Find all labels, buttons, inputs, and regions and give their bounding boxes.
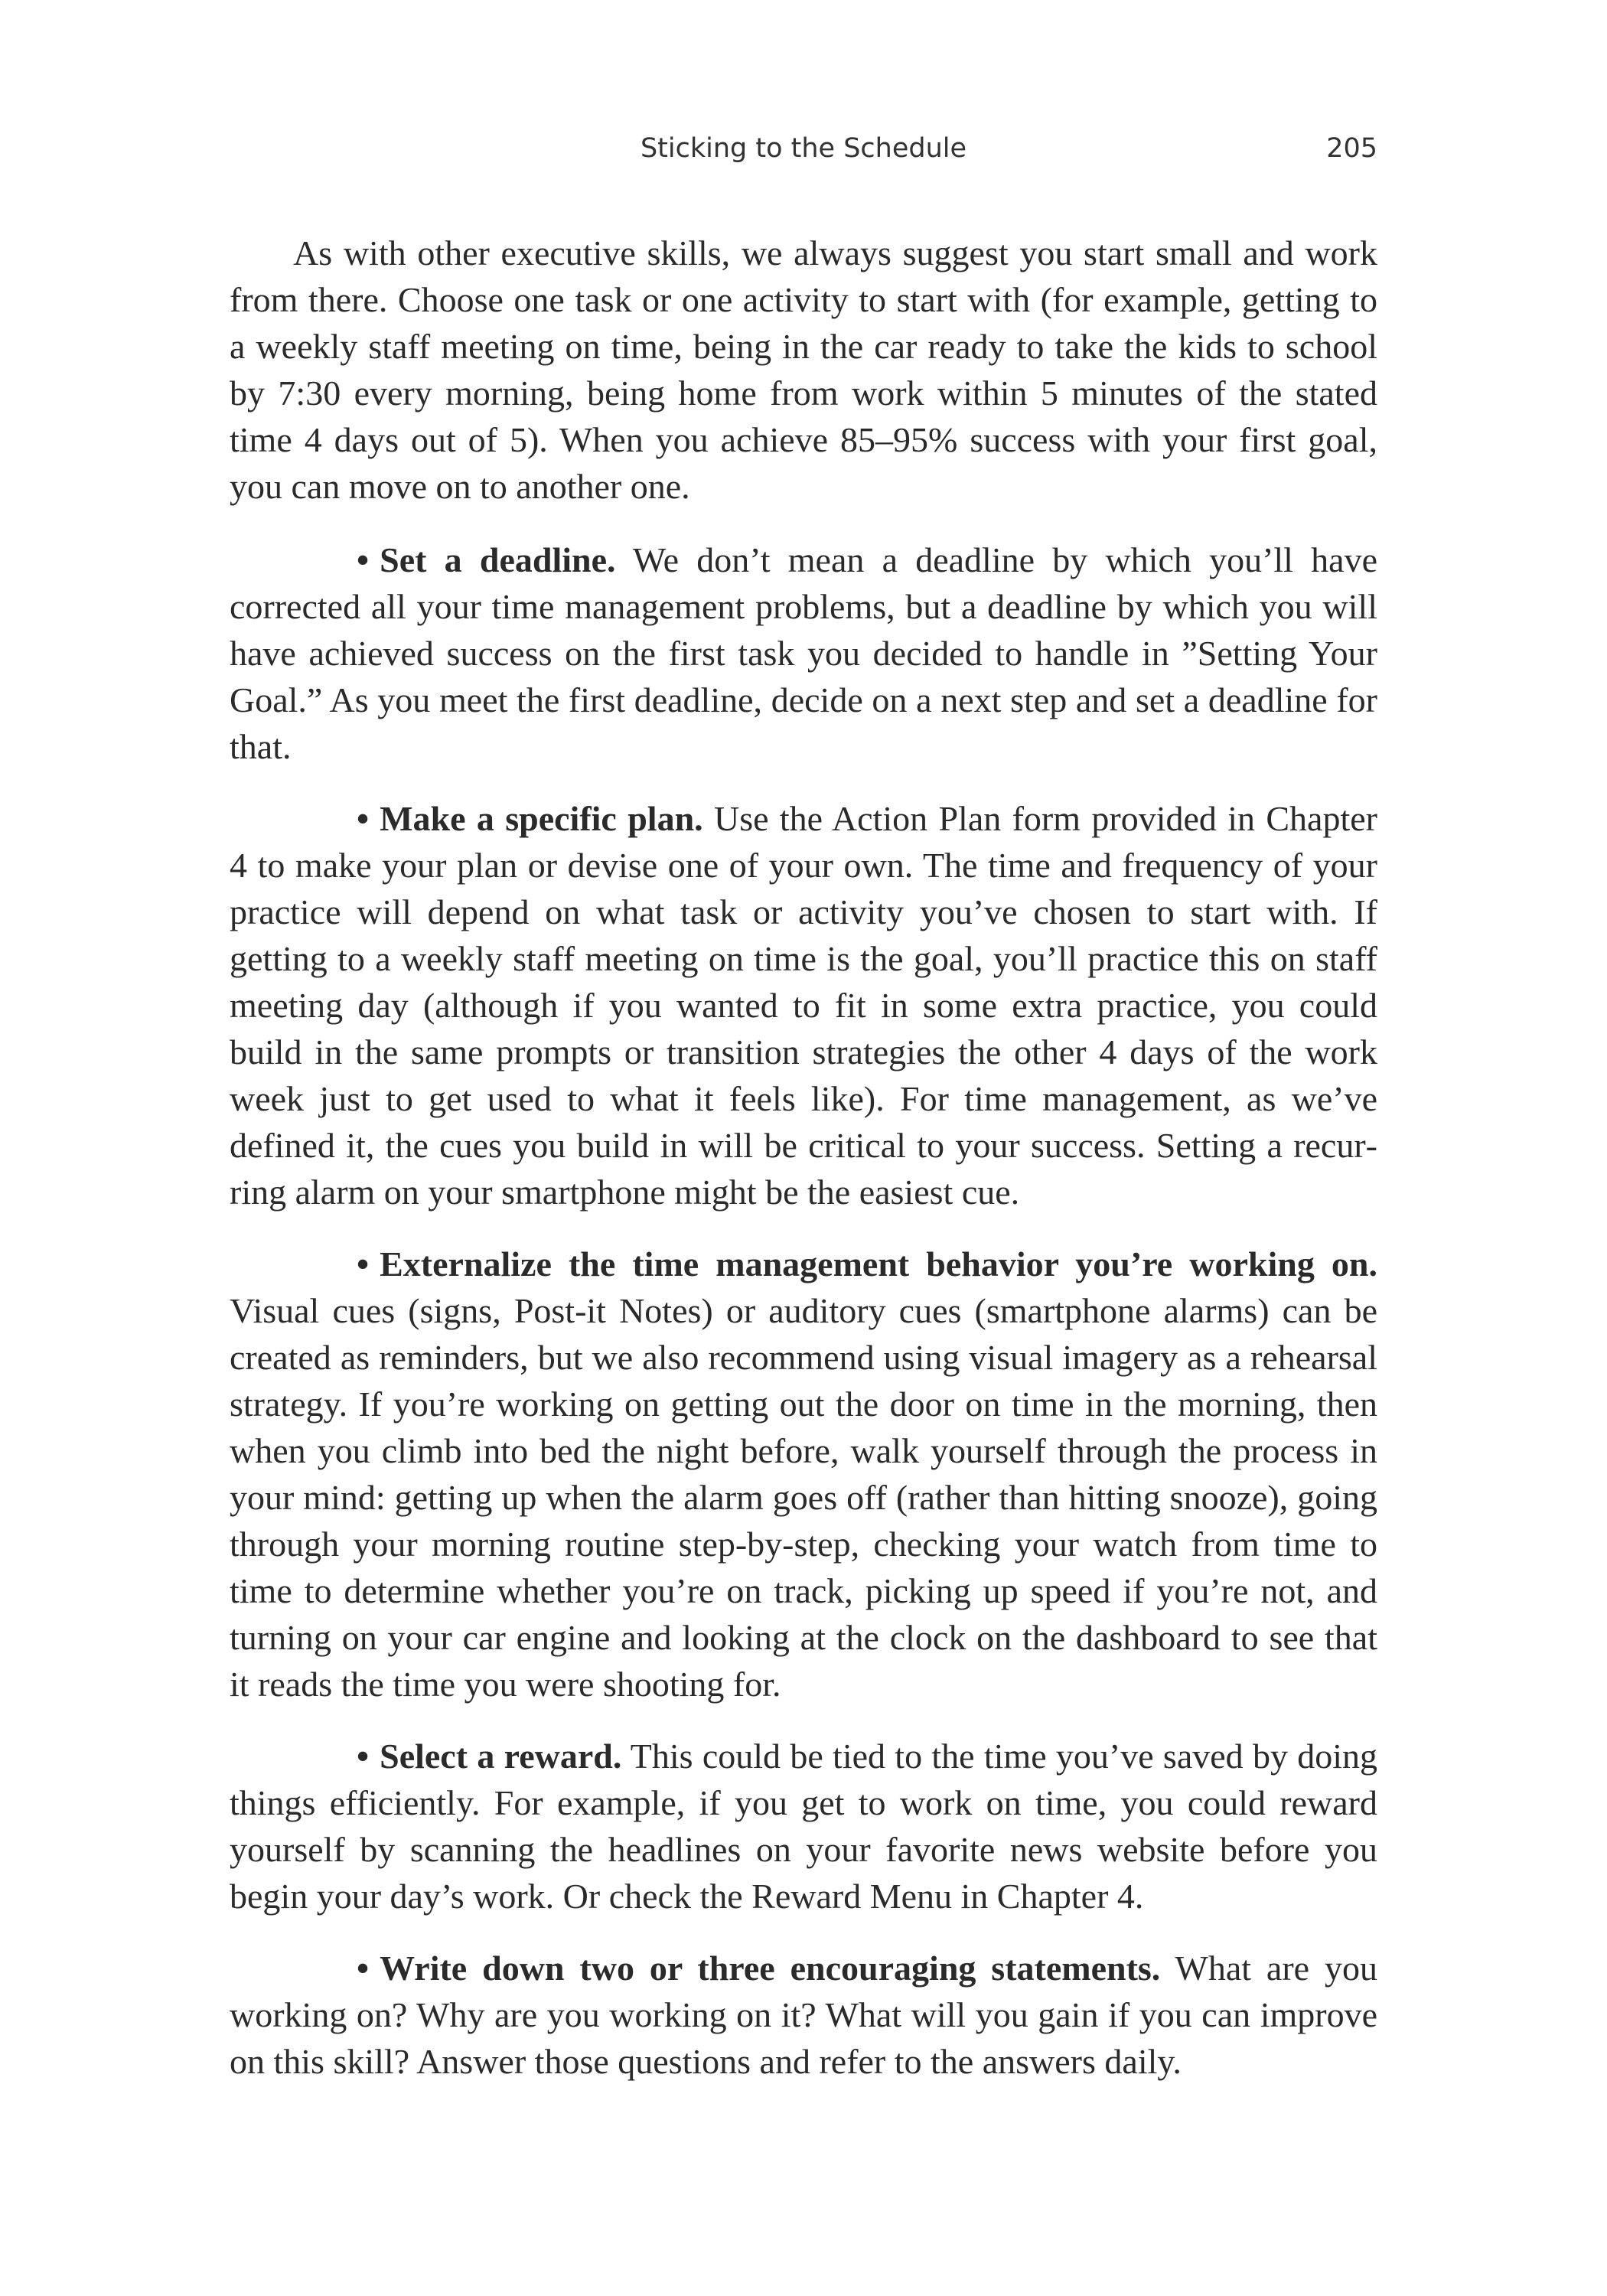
bullet-dot-icon: • [357, 1244, 370, 1283]
bullet-lead: Write down two or three encouraging statements. [380, 1949, 1161, 1988]
bullet-dot-icon: • [357, 799, 370, 838]
bullet-text: This could be tied to the time you’ve saved by doing things efficiently. For example, if you get to work on time, you could reward yourself by scanning the headlines on your favorite news website before you begin your day’s work. Or check the Reward Menu in Chapter 4. [230, 1737, 1378, 1916]
bullet-text: We don’t mean a deadline by which you’ll have corrected all your time management problems, but a deadline by which you will have achieved success on the first task you decided to handle in ”Setting Your Goal.” As you meet the first deadline, decide on a next step and set a deadline for that. [230, 540, 1378, 766]
bullet-paragraph-encouraging-statements [230, 1945, 1377, 2085]
running-head [230, 133, 1377, 176]
bullet-lead: Select a reward. [380, 1737, 622, 1776]
bullet-paragraph-set-deadline [230, 536, 1377, 770]
bullet-dot-icon: • [357, 1949, 370, 1988]
bullet-text: What are you working on? Why are you working on it? What will you gain if you can improve on this skill? Answer those questions and refer to the answers daily. [230, 1949, 1377, 2081]
bullet-dot-icon: • [357, 540, 370, 579]
page-number: 205 [1326, 133, 1377, 164]
intro-paragraph: As with other executive skills, we always suggest you start small and work from there. Choose one task or one activity to start with (for example, getting to a weekly staff meeting on time, being in the car ready to take the kids to school by 7:30 every morning, being home from work within 5 minutes of the stated time 4 days out of 5). When you achieve 85–95% success with your first goal, you can move on to another one. [230, 233, 1377, 506]
bullet-paragraph-select-reward [230, 1733, 1377, 1919]
bullet-text: Use the Action Plan form provided in Chapter 4 to make your plan or devise one of your own. The time and frequency of your practice will depend on what task or activity you’ve chosen to start with. If getting to a weekly staff meeting on time is the goal, you’ll practice this on staff meeting day (although if you wanted to fit in some extra practice, you could build in the same prompts or transition strategies the other 4 days of the work week just to get used to what it feels like). For time management, as we’ve defined it, the cues you build in will be critical to your success. Setting a recurring alarm on your smartphone might be the easiest cue. [230, 799, 1377, 1212]
bullet-lead: Set a deadline. [380, 540, 616, 579]
running-head-title: Sticking to the Schedule [640, 133, 967, 164]
bullet-paragraph-specific-plan [230, 795, 1377, 1215]
bullet-lead: Externalize the time management behavior you’re working on. [380, 1244, 1377, 1283]
bullet-dot-icon: • [357, 1737, 370, 1776]
body-text [230, 230, 1377, 2110]
bullet-lead: Make a specific plan. [380, 799, 703, 838]
bullet-paragraph-externalize [230, 1241, 1377, 1707]
bullet-text: Visual cues (signs, Post-it Notes) or auditory cues (smartphone alarms) can be created as reminders, but we also recommend using visual imagery as a rehearsal strategy. If you’re working on getting out the door on time in the morning, then when you climb into bed the night before, walk yourself through the process in your mind: getting up when the alarm goes off (rather than hitting snooze), going through your morning routine step-by-step, checking your watch from time to time to determine whether you’re on track, picking up speed if you’re not, and turning on your car engine and looking at the clock on the dashboard to see that it reads the time you were shooting for. [230, 1291, 1377, 1704]
